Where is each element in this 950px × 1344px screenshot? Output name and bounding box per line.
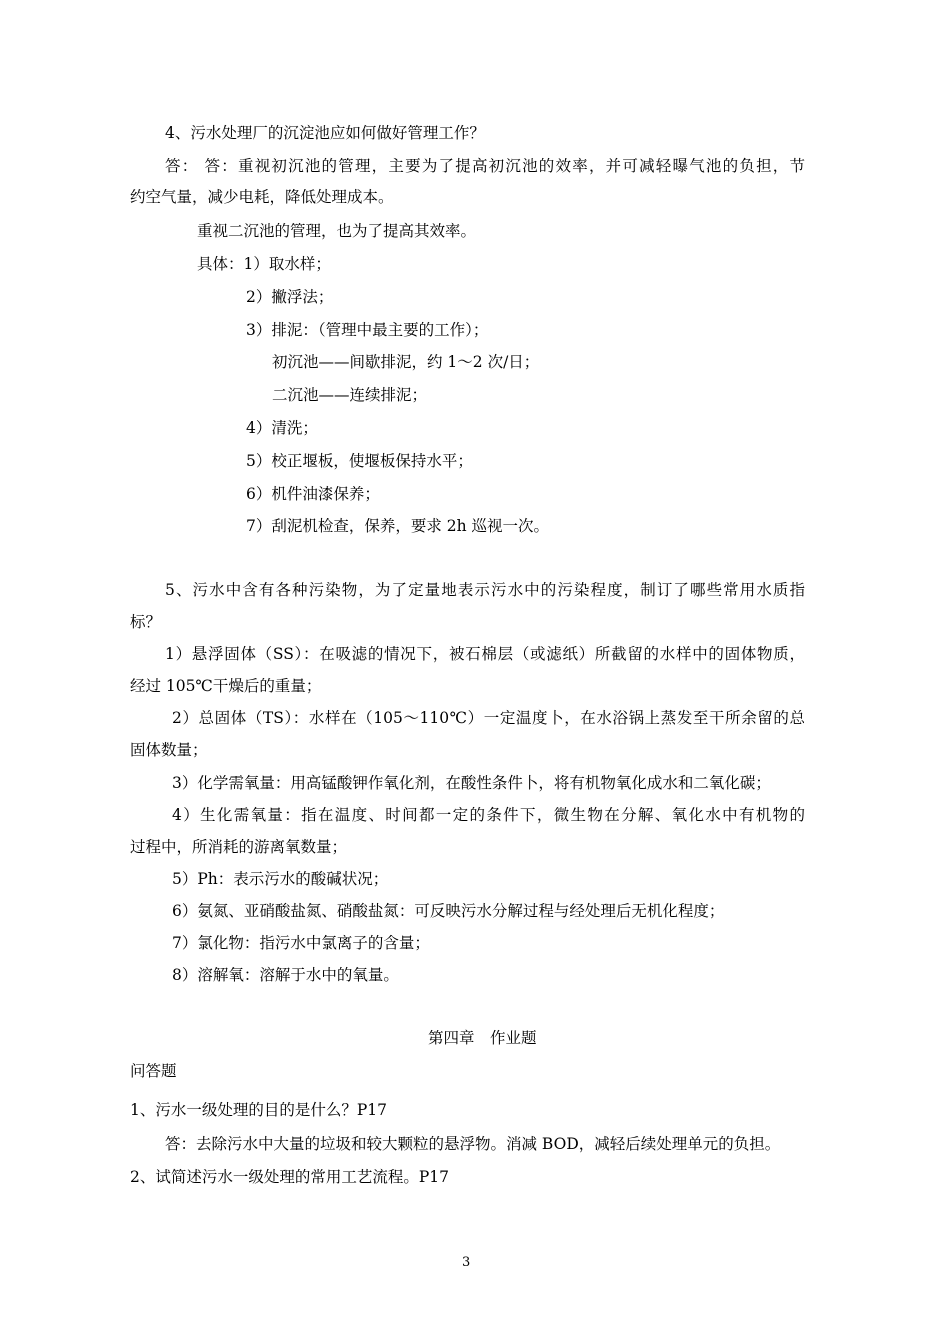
q4-answer-line1: 答： 答：重视初沉池的管理，主要为了提高初沉池的效率，并可减轻曝气池的负担，节 <box>165 157 805 175</box>
chapter-a1: 答：去除污水中大量的垃圾和较大颗粒的悬浮物。消减 BOD，减轻后续处理单元的负担。 <box>165 1135 781 1153</box>
q5-item-4: 4）生化需氧量：指在温度、时间都一定的条件下，微生物在分解、氧化水中有机物的 <box>172 806 805 824</box>
q5-item-1-cont: 经过 105℃干燥后的重量； <box>130 677 322 695</box>
q4-detail-7: 7）刮泥机检查，保养，要求 2h 巡视一次。 <box>246 517 550 535</box>
q4-detail-3: 3）排泥：（管理中最主要的工作）； <box>246 321 489 339</box>
q4-detail-3a: 初沉池——间歇排泥，约 1～2 次/日； <box>272 353 540 371</box>
q4-detail-2: 2）撇浮法； <box>246 288 334 306</box>
q4-secondary: 重视二沉池的管理，也为了提高其效率。 <box>197 222 477 240</box>
q4-detail-5: 5）校正堰板，使堰板保持水平； <box>246 452 473 470</box>
q5-item-2-cont: 固体数量； <box>130 741 208 759</box>
q5-item-8: 8）溶解氧：溶解于水中的氧量。 <box>172 966 399 984</box>
q5-item-6: 6）氨氮、亚硝酸盐氮、硝酸盐氮：可反映污水分解过程与经处理后无机化程度； <box>172 902 725 920</box>
q5-item-2: 2）总固体（TS）：水样在（105～110℃）一定温度卜，在水浴锅上蒸发至干所余留的总 <box>172 709 805 727</box>
page-number: 3 <box>462 1255 471 1270</box>
q4-detail-3b: 二沉池——连续排泥； <box>272 386 428 404</box>
q4-detail-6: 6）机件油漆保养； <box>246 485 380 503</box>
q5-item-4-cont: 过程中，所消耗的游离氧数量； <box>130 838 348 856</box>
q5-item-1: 1）悬浮固体（SS）：在吸滤的情况下，被石棉层（或滤纸）所截留的水样中的固体物质， <box>165 645 805 663</box>
chapter-q1: 1、污水一级处理的目的是什么？P17 <box>130 1101 388 1119</box>
q5-item-7: 7）氯化物：指污水中氯离子的含量； <box>172 934 430 952</box>
q5-item-5: 5）Ph：表示污水的酸碱状况； <box>172 870 389 888</box>
q4-question: 4、污水处理厂的沉淀池应如何做好管理工作？ <box>165 124 485 142</box>
chapter-q2: 2、试简述污水一级处理的常用工艺流程。P17 <box>130 1168 450 1186</box>
q5-question-line2: 标？ <box>130 613 162 631</box>
chapter-title: 第四章 作业题 <box>428 1029 537 1047</box>
q5-question-line1: 5、污水中含有各种污染物，为了定量地表示污水中的污染程度，制订了哪些常用水质指 <box>165 581 805 599</box>
q4-answer-line2: 约空气量，减少电耗，降低处理成本。 <box>130 188 394 206</box>
q4-detail-4: 4）清洗； <box>246 419 318 437</box>
q4-detail-1: 具体：1）取水样； <box>197 255 331 273</box>
section-heading: 问答题 <box>130 1062 177 1080</box>
q5-item-3: 3）化学需氧量：用高锰酸钾作氧化剂，在酸性条件卜，将有机物氧化成水和二氧化碳； <box>172 774 771 792</box>
